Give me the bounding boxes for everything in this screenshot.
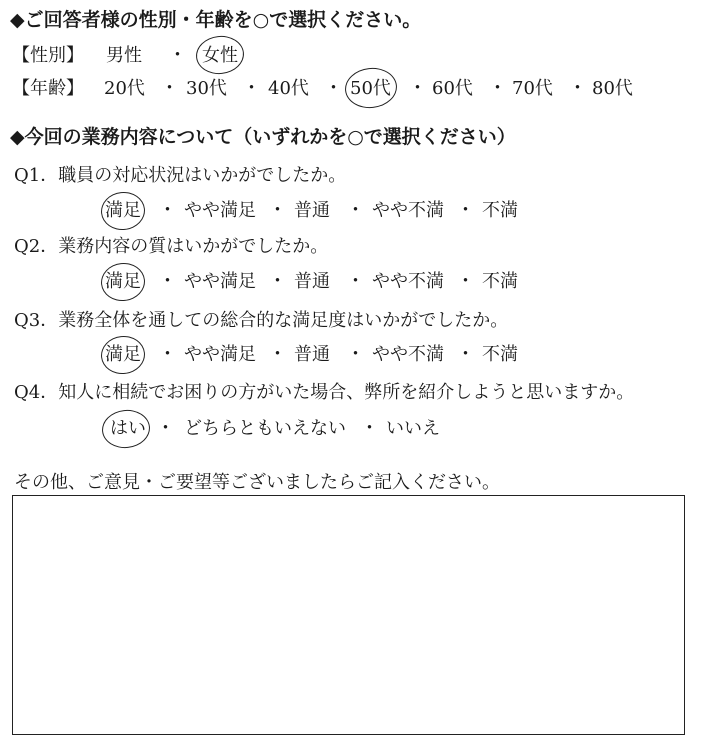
q1-option-neutral[interactable]: 普通 [294, 200, 330, 221]
section2-heading: ◆今回の業務内容について（いずれかを○で選択ください） [10, 126, 516, 148]
separator: ・ [160, 77, 180, 99]
selection-circle [99, 190, 147, 232]
q4-option-yes[interactable]: はい [110, 418, 146, 439]
selection-circle [99, 261, 147, 303]
age-option-50s[interactable]: 50代 [350, 78, 391, 99]
separator: ・ [360, 417, 380, 439]
separator: ・ [568, 77, 588, 99]
q1-option-somewhat-satisfied[interactable]: やや満足 [184, 200, 256, 221]
selection-circle [99, 334, 147, 376]
q3-option-neutral[interactable]: 普通 [294, 344, 330, 365]
separator: ・ [156, 417, 176, 439]
selection-circle [194, 34, 246, 77]
q1-option-somewhat-dissatisfied[interactable]: やや不満 [372, 200, 444, 221]
selection-circle [343, 65, 399, 110]
section1-heading: ◆ご回答者様の性別・年齢を○で選択ください。 [10, 9, 422, 31]
separator: ・ [268, 199, 288, 221]
separator: ・ [158, 199, 178, 221]
q3-option-dissatisfied[interactable]: 不満 [482, 344, 518, 365]
q2-option-neutral[interactable]: 普通 [294, 271, 330, 292]
age-option-20s[interactable]: 20代 [104, 78, 145, 99]
question-2: Q2．業務内容の質はいかがでしたか。 [14, 236, 329, 257]
separator: ・ [268, 270, 288, 292]
separator: ・ [168, 44, 188, 66]
separator: ・ [158, 270, 178, 292]
age-option-60s[interactable]: 60代 [432, 78, 473, 99]
age-option-80s[interactable]: 80代 [592, 78, 633, 99]
gender-label: 【性別】 [12, 45, 84, 66]
age-label: 【年齢】 [12, 78, 84, 99]
question-3: Q3．業務全体を通しての総合的な満足度はいかがでしたか。 [14, 310, 509, 331]
separator: ・ [346, 270, 366, 292]
separator: ・ [158, 343, 178, 365]
separator: ・ [242, 77, 262, 99]
separator: ・ [456, 199, 476, 221]
q2-option-somewhat-dissatisfied[interactable]: やや不満 [372, 271, 444, 292]
age-option-70s[interactable]: 70代 [512, 78, 553, 99]
age-option-30s[interactable]: 30代 [186, 78, 227, 99]
separator: ・ [488, 77, 508, 99]
q3-option-somewhat-dissatisfied[interactable]: やや不満 [372, 344, 444, 365]
separator: ・ [408, 77, 428, 99]
question-1: Q1．職員の対応状況はいかがでしたか。 [14, 165, 347, 186]
q2-option-somewhat-satisfied[interactable]: やや満足 [184, 271, 256, 292]
question-4: Q4．知人に相続でお困りの方がいた場合、弊所を紹介しようと思いますか。 [14, 382, 635, 403]
age-option-40s[interactable]: 40代 [268, 78, 309, 99]
separator: ・ [268, 343, 288, 365]
separator: ・ [456, 343, 476, 365]
q2-option-dissatisfied[interactable]: 不満 [482, 271, 518, 292]
separator: ・ [346, 199, 366, 221]
comments-label: その他、ご意見・ご要望等ございましたらご記入ください。 [14, 472, 500, 493]
q3-option-satisfied[interactable]: 満足 [105, 344, 141, 365]
q1-option-satisfied[interactable]: 満足 [105, 200, 141, 221]
separator: ・ [346, 343, 366, 365]
separator: ・ [456, 270, 476, 292]
gender-option-female[interactable]: 女性 [202, 45, 238, 66]
q4-option-neither[interactable]: どちらともいえない [184, 418, 346, 439]
separator: ・ [324, 77, 344, 99]
q1-option-dissatisfied[interactable]: 不満 [482, 200, 518, 221]
q3-option-somewhat-satisfied[interactable]: やや満足 [184, 344, 256, 365]
q4-option-no[interactable]: いいえ [386, 418, 440, 439]
q2-option-satisfied[interactable]: 満足 [105, 271, 141, 292]
comments-textarea[interactable] [12, 495, 685, 735]
gender-option-male[interactable]: 男性 [106, 45, 142, 66]
selection-circle [100, 408, 152, 451]
